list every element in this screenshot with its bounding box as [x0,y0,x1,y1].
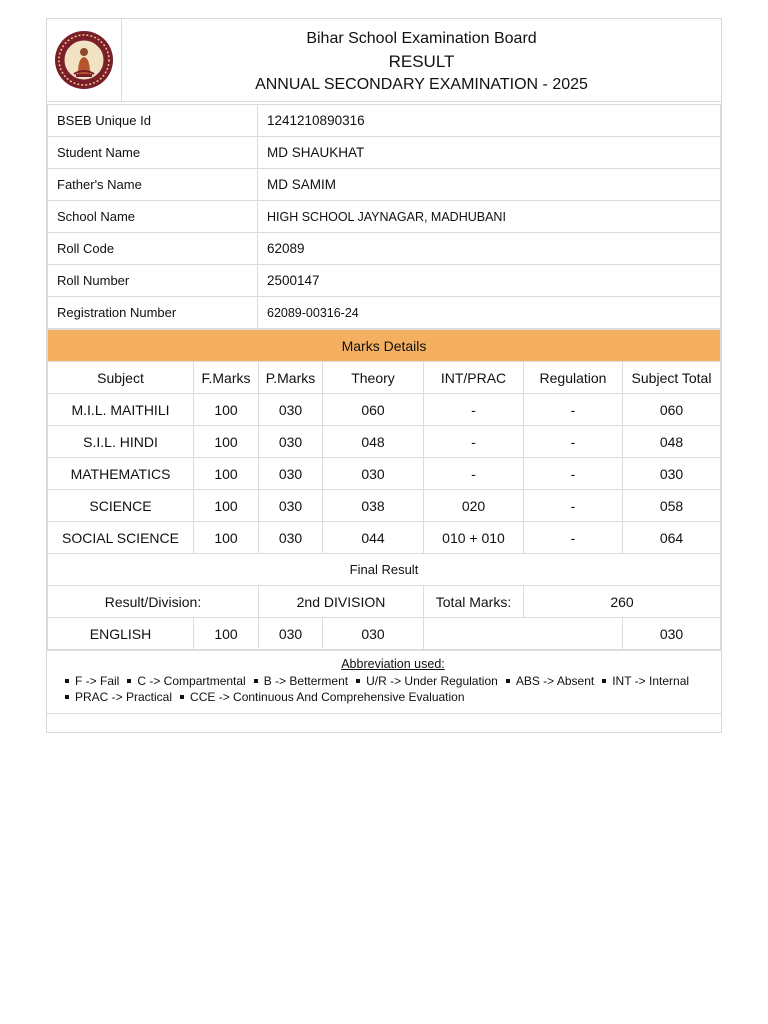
theory-cell: 038 [323,490,424,522]
result-title: RESULT [388,52,455,71]
empty-cell [424,618,623,650]
pmarks-cell: 030 [259,490,323,522]
result-header [47,19,721,102]
column-header: INT/PRAC [424,362,524,394]
pmarks-cell: 030 [259,394,323,426]
info-row-registration [48,297,721,329]
bullet-icon [506,679,510,683]
column-header: Regulation [524,362,623,394]
regulation-cell: - [524,522,623,554]
bullet-icon [65,695,69,699]
division-row [48,586,721,618]
abbreviation-item [602,674,689,688]
abbreviation-text: PRAC -> Practical [75,690,173,704]
column-header: F.Marks [194,362,259,394]
marks-table [47,329,721,650]
info-row-roll-number [48,265,721,297]
info-value: 62089-00316-24 [258,297,721,329]
info-label: Roll Code [48,233,258,265]
subject-total-cell: 058 [623,490,721,522]
marks-row [48,522,721,554]
abbreviation-item [127,674,245,688]
info-value: 2500147 [258,265,721,297]
info-row-school-name [48,201,721,233]
info-label: Registration Number [48,297,258,329]
pmarks-cell: 030 [259,426,323,458]
division-label: Result/Division: [48,586,259,618]
abbreviation-text: CCE -> Continuous And Comprehensive Evaluation [190,690,465,704]
fmarks-cell: 100 [194,618,259,650]
subject-total-cell: 048 [623,426,721,458]
column-header: Subject [48,362,194,394]
bullet-icon [356,679,360,683]
subject-total-cell: 030 [623,458,721,490]
regulation-cell: - [524,458,623,490]
abbreviation-text: C -> Compartmental [137,674,246,688]
subject-cell: MATHEMATICS [48,458,194,490]
fmarks-cell: 100 [194,490,259,522]
subject-total-cell: 030 [623,618,721,650]
abbreviation-text: F -> Fail [75,674,120,688]
subject-cell: S.I.L. HINDI [48,426,194,458]
sheet-footer [47,713,721,732]
total-marks-label: Total Marks: [424,586,524,618]
info-value: 1241210890316 [258,105,721,137]
division-value: 2nd DIVISION [259,586,424,618]
info-label: Father's Name [48,169,258,201]
logo-cell [47,19,122,101]
subject-total-cell: 064 [623,522,721,554]
bullet-icon [254,679,258,683]
int-prac-cell: - [424,458,524,490]
info-value: MD SHAUKHAT [258,137,721,169]
regulation-cell: - [524,394,623,426]
abbreviation-text: ABS -> Absent [515,674,595,688]
int-prac-cell: 010 + 010 [424,522,524,554]
regulation-cell: - [524,490,623,522]
subject-total-cell: 060 [623,394,721,426]
column-header: Theory [323,362,424,394]
abbreviation-item [65,674,119,688]
info-label: Roll Number [48,265,258,297]
int-prac-cell: 020 [424,490,524,522]
subject-cell: SCIENCE [48,490,194,522]
subject-cell: M.I.L. MAITHILI [48,394,194,426]
board-name: Bihar School Examination Board [306,30,537,47]
total-marks-value: 260 [524,586,721,618]
info-value: HIGH SCHOOL JAYNAGAR, MADHUBANI [258,201,721,233]
column-header: P.Marks [259,362,323,394]
bullet-icon [602,679,606,683]
theory-cell: 030 [323,458,424,490]
info-label: School Name [48,201,258,233]
abbreviations-section [47,650,721,713]
bseb-seal-logo [54,30,114,90]
header-titles [122,19,721,101]
abbreviation-text: B -> Betterment [263,674,349,688]
result-sheet [46,18,722,733]
int-prac-cell: - [424,394,524,426]
english-row [48,618,721,650]
abbreviation-item [254,674,348,688]
theory-cell: 030 [323,618,424,650]
abbreviations-title: Abbreviation used: [341,657,445,671]
abbreviation-text: INT -> Internal [612,674,690,688]
fmarks-cell: 100 [194,394,259,426]
abbreviation-text: U/R -> Under Regulation [366,674,498,688]
info-value: MD SAMIM [258,169,721,201]
marks-row [48,490,721,522]
abbreviations-list [65,673,721,705]
bullet-icon [127,679,131,683]
subject-cell: SOCIAL SCIENCE [48,522,194,554]
int-prac-cell: - [424,426,524,458]
marks-row [48,394,721,426]
abbreviation-item [65,690,172,704]
bullet-icon [65,679,69,683]
pmarks-cell: 030 [259,522,323,554]
info-row-unique-id [48,105,721,137]
fmarks-cell: 100 [194,522,259,554]
info-row-student-name [48,137,721,169]
abbreviation-item [356,674,498,688]
info-label: BSEB Unique Id [48,105,258,137]
theory-cell: 048 [323,426,424,458]
student-info-table [47,104,721,329]
pmarks-cell: 030 [259,618,323,650]
exam-name: ANNUAL SECONDARY EXAMINATION - 2025 [255,76,588,93]
info-row-father-name [48,169,721,201]
column-header: Subject Total [623,362,721,394]
fmarks-cell: 100 [194,458,259,490]
theory-cell: 060 [323,394,424,426]
theory-cell: 044 [323,522,424,554]
final-result-label: Final Result [48,554,721,586]
subject-cell: ENGLISH [48,618,194,650]
abbreviation-item [506,674,594,688]
info-row-roll-code [48,233,721,265]
fmarks-cell: 100 [194,426,259,458]
info-label: Student Name [48,137,258,169]
pmarks-cell: 030 [259,458,323,490]
marks-row [48,426,721,458]
marks-row [48,458,721,490]
info-value: 62089 [258,233,721,265]
marks-header-row [48,362,721,394]
abbreviation-item [180,690,465,704]
regulation-cell: - [524,426,623,458]
marks-details-band: Marks Details [48,330,721,362]
bullet-icon [180,695,184,699]
